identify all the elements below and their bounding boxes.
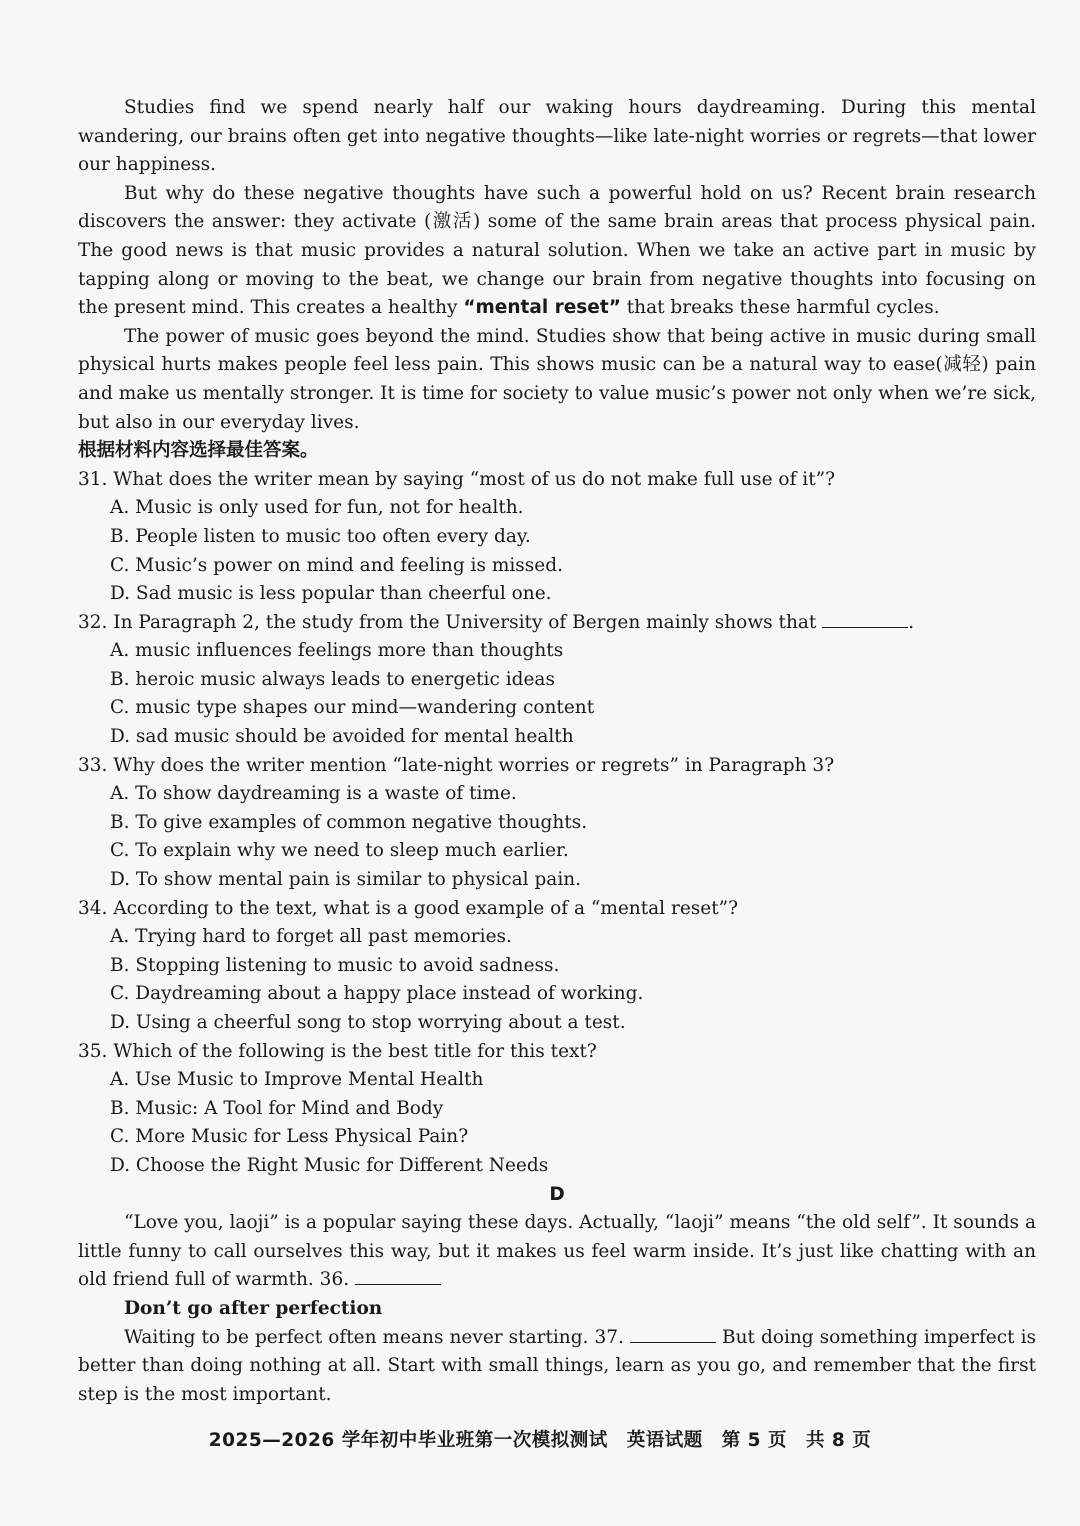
option-a: A. Trying hard to forget all past memories. [110, 926, 512, 948]
question-stem: 31. What does the writer mean by saying “most of us do not make full use of it”? [78, 468, 836, 490]
option-a: A. music influences feelings more than thoughts [110, 640, 564, 662]
question-34 [78, 895, 1036, 1038]
question-stem: 33. Why does the writer mention “late-night worries or regrets” in Paragraph 3? [78, 754, 835, 776]
paragraph-text-start: Waiting to be perfect often means never starting. 37. [124, 1326, 624, 1348]
passage-d-subheading: Don’t go after perfection [124, 1297, 383, 1319]
mental-reset-term: “mental reset” [463, 297, 621, 319]
option-c: C. Music’s power on mind and feeling is missed. [110, 554, 563, 576]
option-a: A. To show daydreaming is a waste of time. [110, 783, 517, 805]
option-b: B. Music: A Tool for Mind and Body [110, 1097, 444, 1119]
question-stem: 34. According to the text, what is a good example of a “mental reset”? [78, 897, 739, 919]
answer-blank-37 [630, 1324, 716, 1343]
stem-period: . [908, 611, 915, 633]
answer-blank-36 [355, 1266, 441, 1285]
instruction-line: 根据材料内容选择最佳答案。 [78, 440, 319, 462]
option-a: A. Use Music to Improve Mental Health [110, 1069, 484, 1091]
passage-c-paragraph-3: The power of music goes beyond the mind. Studies show that being active in music during small physical hurts makes people feel less pain. This shows music can be a natural way to ease(减轻) pain and make us mentally stronger. It is time for society to value music’s power not only when we’re sick, but also in our everyday lives. [78, 325, 1036, 433]
option-c: C. Daydreaming about a happy place instead of working. [110, 983, 644, 1005]
paragraph-text: “Love you, laoji” is a popular saying these days. Actually, “laoji” means “the old self”. It sounds a little funny to call ourselves this way, but it makes us feel warm inside. It’s just like chatting with an old friend full of warmth. 36. [78, 1212, 1036, 1291]
answer-blank [822, 609, 908, 628]
option-d: D. Using a cheerful song to stop worrying about a test. [110, 1012, 626, 1033]
question-33 [78, 752, 1036, 895]
passage-d-paragraph-1 [78, 1209, 1036, 1295]
passage-c-paragraph-2 [78, 180, 1036, 323]
page-footer: 2025—2026 学年初中毕业班第一次模拟测试 英语试题 第 5 页 共 8 页 [208, 1430, 872, 1451]
question-stem: 32. In Paragraph 2, the study from the University of Bergen mainly shows that [78, 611, 817, 633]
option-b: B. People listen to music too often every day. [110, 525, 531, 547]
option-b: B. heroic music always leads to energetic ideas [110, 668, 555, 690]
option-c: C. More Music for Less Physical Pain? [110, 1126, 469, 1148]
option-d: D. To show mental pain is similar to physical pain. [110, 869, 582, 891]
option-a: A. Music is only used for fun, not for health. [110, 497, 524, 519]
option-d: D. Choose the Right Music for Different Needs [110, 1154, 549, 1176]
paragraph-2-text-start: But why do these negative thoughts have such a powerful hold on us? Recent brain research discovers the answer: they activate (激活) some of the same brain areas that process physical pain. The good news is that music provides a natural solution. When we take an active part in music by tapping along or moving to the beat, we change our brain from negative thoughts into focusing on the present mind. This creates a healthy [78, 182, 1036, 319]
option-c: C. music type shapes our mind—wandering content [110, 697, 595, 719]
question-32 [78, 609, 1036, 752]
passage-d-paragraph-2 [78, 1324, 1036, 1410]
paragraph-2-text-end: that breaks these harmful cycles. [620, 297, 940, 319]
question-stem-line [78, 609, 1036, 638]
option-d: D. sad music should be avoided for mental health [110, 726, 574, 748]
option-b: B. To give examples of common negative thoughts. [110, 811, 588, 833]
question-31 [78, 466, 1036, 609]
section-d-label: D [549, 1183, 565, 1205]
question-stem: 35. Which of the following is the best title for this text? [78, 1040, 597, 1062]
question-35 [78, 1038, 1036, 1181]
passage-c-paragraph-1: Studies find we spend nearly half our waking hours daydreaming. During this mental wandering, our brains often get into negative thoughts—like late-night worries or regrets—that lower our happiness. [78, 97, 1036, 176]
option-b: B. Stopping listening to music to avoid sadness. [110, 954, 560, 976]
option-d: D. Sad music is less popular than cheerful one. [110, 583, 552, 605]
option-c: C. To explain why we need to sleep much earlier. [110, 840, 569, 862]
paragraph-text-end: But doing something imperfect is better than doing nothing at all. Start with small things, learn as you go, and remember that the first step is the most important. [78, 1326, 1036, 1405]
